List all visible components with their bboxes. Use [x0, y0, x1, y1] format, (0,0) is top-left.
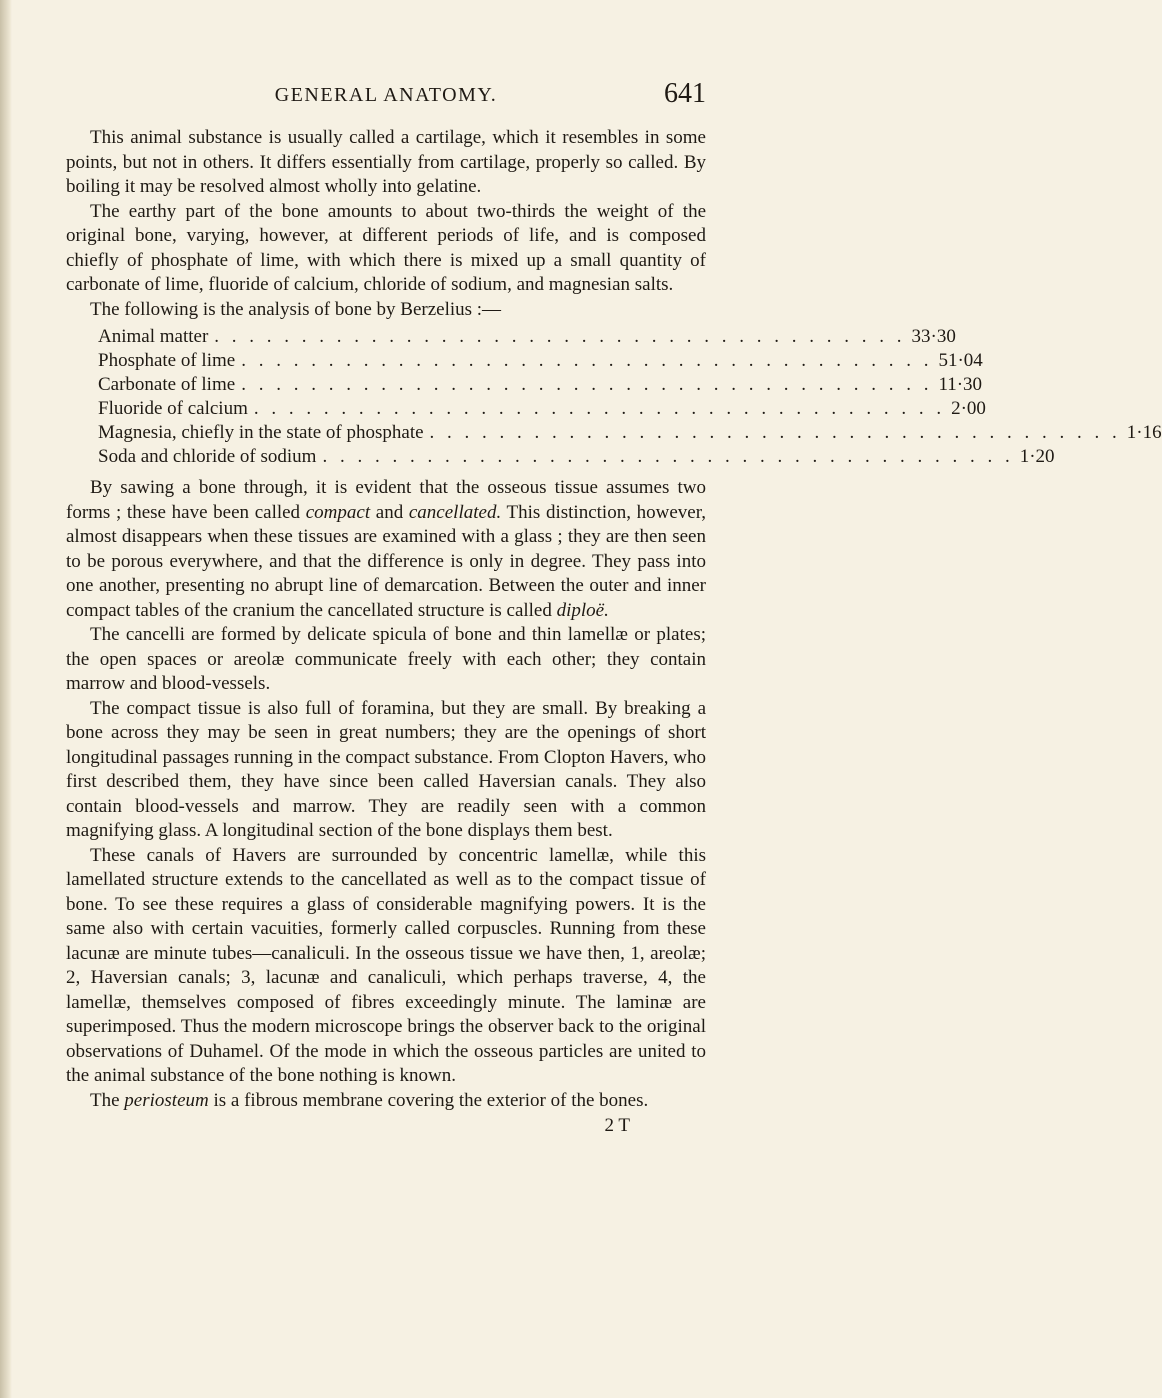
italic-term: diploë.	[556, 599, 609, 621]
analysis-label: Magnesia, chiefly in the state of phosphate	[98, 422, 424, 443]
text-run: The	[90, 1089, 125, 1111]
italic-term: compact	[305, 501, 371, 523]
analysis-value: 1·20	[1019, 446, 1055, 467]
paragraph-sawing	[66, 476, 706, 623]
book-spine-shadow	[0, 0, 12, 1398]
analysis-label: Fluoride of calcium	[98, 398, 248, 419]
leader-dots: . . . . . . . . . . . . . . . . . . . . . . . . . . . . . . . . . . . . . . . .	[214, 326, 906, 347]
analysis-row	[98, 349, 983, 373]
paragraph-havers-canals: These canals of Havers are surrounded by concentric lamellæ, while this lamellated structure extends to the cancellated as well as to the compact tissue of bone. To see these requires a glass of considerable magnifying powers. It is the same also with certain vacuities, formerly called corpuscles. Running from these lacunæ are minute tubes—canaliculi. In the osseous tissue we have then, 1, areolæ; 2, Haversian canals; 3, lacunæ and canaliculi, which perhaps traverse, 4, the lamellæ, themselves composed of fibres exceedingly minute. The laminæ are superimposed. Thus the modern microscope brings the observer back to the original observations of Duhamel. Of the mode in which the osseous particles are united to the animal substance of the bone nothing is known.	[66, 844, 706, 1086]
analysis-label: Soda and chloride of sodium	[98, 446, 317, 467]
analysis-value: 33·30	[911, 326, 956, 347]
page-number: 641	[664, 78, 706, 109]
text-run: is a fibrous membrane covering the exterior of the bones.	[208, 1089, 649, 1111]
paragraph-periosteum	[66, 1089, 706, 1114]
leader-dots: . . . . . . . . . . . . . . . . . . . . . . . . . . . . . . . . . . . . . . . .	[241, 374, 933, 395]
text-run: By sawing a bone through, it is evident that the osseous tissue assumes two forms ; these have been called	[66, 477, 706, 523]
leader-dots: . . . . . . . . . . . . . . . . . . . . . . . . . . . . . . . . . . . . . . . .	[253, 398, 946, 419]
analysis-label: Phosphate of lime	[98, 350, 236, 371]
italic-term: cancellated.	[408, 501, 502, 523]
analysis-label: Carbonate of lime	[98, 374, 236, 395]
italic-term: periosteum	[124, 1089, 209, 1111]
text-run: and	[370, 501, 409, 523]
leader-dots: . . . . . . . . . . . . . . . . . . . . . . . . . . . . . . . . . . . . . . . .	[429, 422, 1121, 443]
analysis-row	[98, 421, 1162, 445]
printer-signature: 2 T	[604, 1115, 630, 1136]
paragraph-cancelli: The cancelli are formed by delicate spicula of bone and thin lamellæ or plates; the open spaces or areolæ communicate freely with each other; they contain marrow and blood-vessels.	[66, 624, 706, 694]
analysis-value: 51·04	[938, 350, 983, 371]
paragraph-cartilage: This animal substance is usually called a cartilage, which it resembles in some points, but not in others. It differs essentially from cartilage, properly so called. By boiling it may be resolved almost wholly into gelatine.	[66, 127, 706, 197]
running-header	[66, 78, 706, 124]
analysis-label: Animal matter	[98, 326, 209, 347]
leader-dots: . . . . . . . . . . . . . . . . . . . . . . . . . . . . . . . . . . . . . . . .	[241, 350, 933, 371]
running-title: GENERAL ANATOMY.	[274, 84, 498, 106]
analysis-row	[98, 397, 986, 421]
paragraph-compact-tissue: The compact tissue is also full of foramina, but they are small. By breaking a bone across they may be seen in great numbers; they are the openings of short longitudinal passages running in the compact substance. From Clopton Havers, who first described them, they have since been called Haversian canals. They also contain blood-vessels and marrow. They are readily seen with a common magnifying glass. A longitudinal section of the bone displays them best.	[66, 697, 706, 841]
paragraph-berzelius-intro: The following is the analysis of bone by Berzelius :—	[90, 298, 502, 320]
page	[66, 78, 1162, 1137]
leader-dots: . . . . . . . . . . . . . . . . . . . . . . . . . . . . . . . . . . . . . . . .	[322, 446, 1014, 467]
analysis-value: 2·00	[951, 398, 986, 419]
analysis-row	[98, 325, 956, 349]
bone-analysis-table	[98, 325, 1162, 469]
text-run: This distinction, however, almost disappears when these tissues are examined with a glass ; they are then seen to be porous everywhere, and that the difference is only in degree. They pass into one another, presenting no abrupt line of demarcation. Between the outer and inner compact tables of the cranium the cancellated structure is called	[66, 501, 707, 621]
paragraph-earthy-part: The earthy part of the bone amounts to about two-thirds the weight of the original bone, varying, however, at different periods of life, and is composed chiefly of phosphate of lime, with which there is mixed up a small quantity of carbonate of lime, fluoride of calcium, chloride of sodium, and magnesian salts.	[66, 200, 706, 295]
analysis-value: 1·16	[1126, 422, 1162, 443]
analysis-row	[98, 445, 1055, 469]
analysis-value: 11·30	[938, 374, 983, 395]
analysis-row	[98, 373, 983, 397]
